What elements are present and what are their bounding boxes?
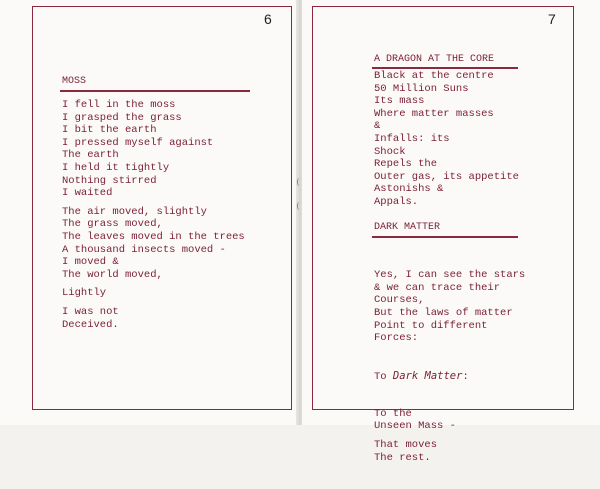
poem-line: Outer gas, its appetite <box>374 170 519 183</box>
poem-body-moss <box>62 99 245 331</box>
poem-line: I waited <box>62 187 113 200</box>
title-underline <box>372 67 518 69</box>
right-page <box>302 0 600 464</box>
poem-body-dark-matter <box>374 244 525 489</box>
poem-line: I bit the earth <box>62 124 157 137</box>
poem-line: Deceived. <box>62 318 119 331</box>
poem-line: To the <box>374 407 412 420</box>
poem-line: I was not <box>62 305 119 318</box>
poem-line: The air moved, slightly <box>62 205 207 218</box>
page-number: 6 <box>264 11 272 27</box>
poem-line: Appals. <box>374 195 419 208</box>
poem-line: Its mass <box>374 95 425 108</box>
poem-line: The leaves moved in the trees <box>62 230 245 243</box>
poem-line: Black at the centre <box>374 70 494 82</box>
poem-line: Yes, I can see the stars <box>374 269 526 282</box>
italic-dark-matter: Dark Matter <box>392 369 463 382</box>
poem-line: Repels the <box>374 158 438 171</box>
page-number: 7 <box>548 11 556 27</box>
dark-matter-line: To Dark Matter: <box>374 369 469 383</box>
poem-line: & <box>374 120 381 133</box>
poem-line: I fell in the moss <box>62 99 176 111</box>
poem-line: I held it tightly <box>62 161 170 174</box>
poem-line: Shock <box>374 145 406 158</box>
poem-title-dragon: A DRAGON AT THE CORE <box>374 54 495 65</box>
poem-line: Astonishs & <box>374 183 444 196</box>
poem-body-dragon <box>374 70 519 209</box>
title-underline <box>60 90 250 92</box>
poem-line: The grass moved, <box>62 218 163 231</box>
poem-line: Forces: <box>374 332 419 345</box>
poem-line: I pressed myself against <box>62 136 214 149</box>
poem-title-moss: MOSS <box>62 76 87 87</box>
poem-line: The world moved, <box>62 268 163 281</box>
left-page <box>0 0 298 425</box>
poem-line: Nothing stirred <box>62 174 157 187</box>
title-underline <box>372 236 518 238</box>
poem-line: Lightly <box>62 287 107 300</box>
poem-line: But the laws of matter <box>374 306 513 319</box>
poem-line: I moved & <box>62 256 119 269</box>
poem-line: Unseen Mass - <box>374 420 456 433</box>
poem-line: 50 Million Suns <box>374 82 469 95</box>
poem-line: Where matter masses <box>374 107 494 120</box>
poem-line: Courses, <box>374 294 425 307</box>
poem-line: & we can trace their <box>374 281 501 294</box>
poem-line: That moves <box>374 438 438 451</box>
poem-line: The rest. <box>374 451 431 464</box>
poem-line: I grasped the grass <box>62 111 182 124</box>
poem-title-dark-matter: DARK MATTER <box>374 222 441 233</box>
poem-line: Infalls: its <box>374 132 450 145</box>
poem-line: The earth <box>62 149 119 162</box>
poem-line: Point to different <box>374 319 488 332</box>
poem-line: A thousand insects moved - <box>62 243 226 256</box>
